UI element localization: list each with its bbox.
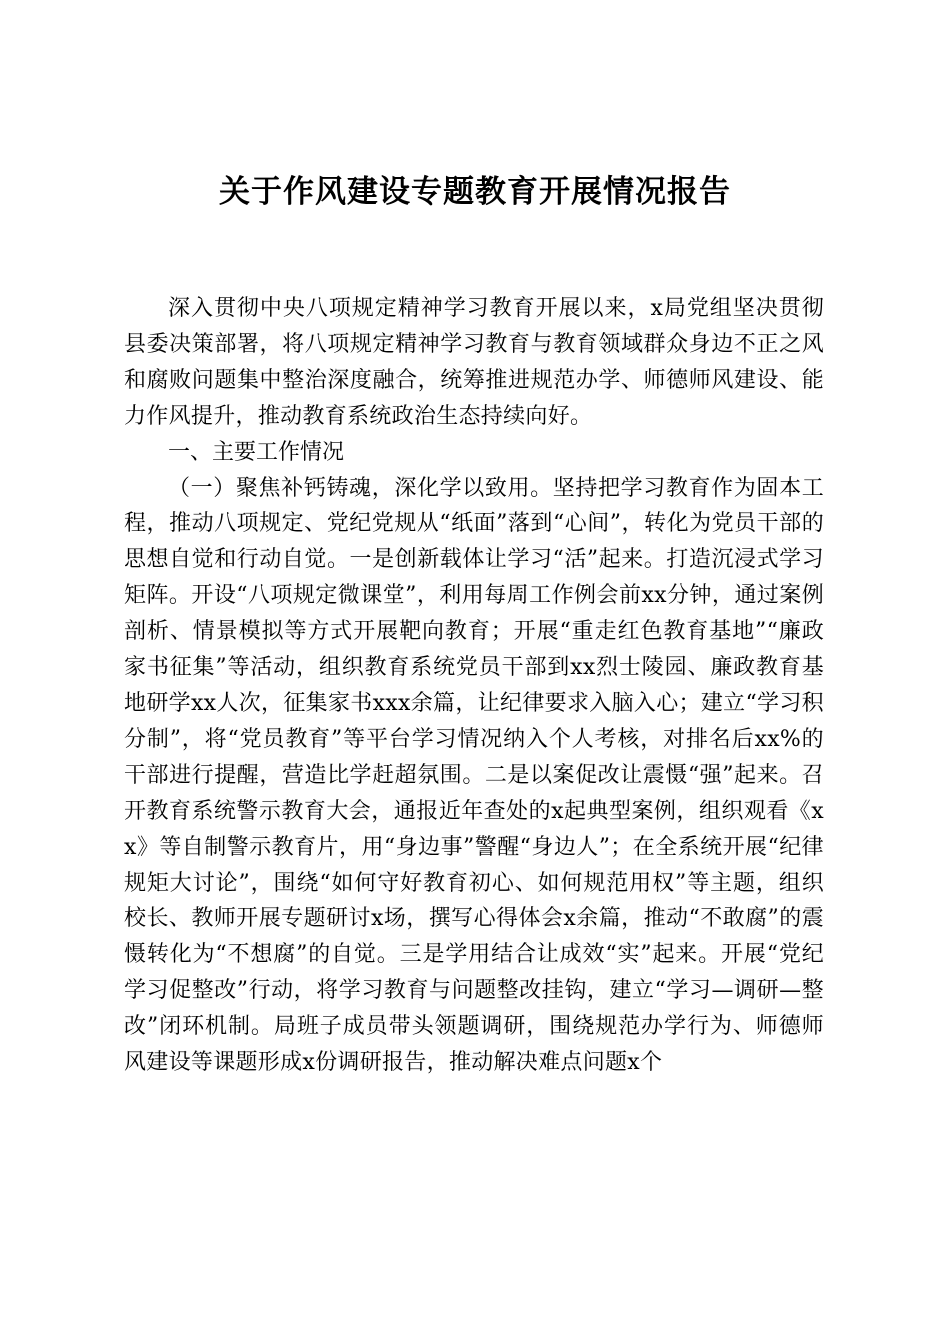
intro-paragraph: 深入贯彻中央八项规定精神学习教育开展以来，x局党组坚决贯彻县委决策部署，将八项规定精神学习教育与教育领域群众身边不正之风和腐败问题集中整治深度融合，统筹推进规范办学、师德师风建设、能力作风提升，推动教育系统政治生态持续向好。 — [124, 296, 824, 429]
document-title: 关于作风建设专题教育开展情况报告 — [219, 174, 731, 210]
document-body — [124, 291, 824, 1081]
section-heading: 一、主要工作情况 — [168, 439, 345, 465]
body-paragraph: （一）聚焦补钙铸魂，深化学以致用。坚持把学习教育作为固本工程，推动八项规定、党纪党规从“纸面”落到“心间”，转化为党员干部的思想自觉和行动自觉。一是创新载体让学习“活”起来。打造沉浸式学习矩阵。开设“八项规定微课堂”，利用每周工作例会前xx分钟，通过案例剖析、情景模拟等方式开展靶向教育；开展“重走红色教育基地”“廉政家书征集”等活动，组织教育系统党员干部到xx烈士陵园、廉政教育基地研学xx人次，征集家书xxx余篇，让纪律要求入脑入心；建立“学习积分制”，将“党员教育”等平台学习情况纳入个人考核，对排名后xx%的干部进行提醒，营造比学赶超氛围。二是以案促改让震慑“强”起来。召开教育系统警示教育大会，通报近年查处的x起典型案例，组织观看《xx》等自制警示教育片，用“身边事”警醒“身边人”；在全系统开展“纪律规矩大讨论”，围绕“如何守好教育初心、如何规范用权”等主题，组织校长、教师开展专题研讨x场，撰写心得体会x余篇，推动“不敢腐”的震慑转化为“不想腐”的自觉。三是学用结合让成效“实”起来。开展“党纪学习促整改”行动，将学习教育与问题整改挂钩，建立“学习—调研—整改”闭环机制。局班子成员带头领题调研，围绕规范办学行为、师德师风建设等课题形成x份调研报告，推动解决难点问题x个 — [124, 475, 824, 1076]
